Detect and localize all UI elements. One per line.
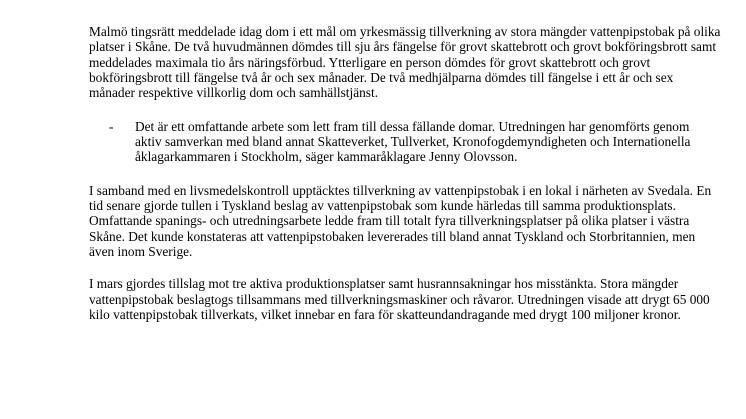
paragraph-investigation: I samband med en livsmedelskontroll upptäcktes tillverkning av vattenpipstobak i en lokal i närheten av Svedala. En tid senare gjorde tullen i Tyskland beslag av vattenpipstobak som kunde härledas till samma produktionsplats. Omfattande spanings- och utredningsarbete ledde fram till totalt fyra tillverkningsplatser på olika platser i västra Skåne. Det kunde konstateras att vattenpipstobaken levererades till bland annat Tyskland och Storbritannien, men även inom Sverige. [89, 182, 712, 260]
paragraph-raid: I mars gjordes tillslag mot tre aktiva produktionsplatser samt husrannsakningar hos misstänkta. Stora mängder vattenpipstobak beslagtogs tillsammans med tillverkningsmaskiner och råvaror. Utredningen visade att drygt 65 000 kilo vattenpipstobak tillverkats, vilket innebar en fara för skatteundandragande med drygt 100 miljoner kronor. [89, 276, 710, 323]
bullet-quote-text: Det är ett omfattande arbete som lett fram till dessa fällande domar. Utredningen har genomförts genom aktiv samverkan med bland annat Skatteverket, Tullverket, Kronofogdemyndigheten och Internationella åklagarkammaren i Stockholm, säger kammaråklagare Jenny Olovsson. [135, 118, 691, 165]
paragraph-verdict: Malmö tingsrätt meddelade idag dom i ett mål om yrkesmässig tillverkning av stora mängder vattenpipstobak på olika platser i Skåne. De två huvudmännen dömdes till sju års fängelse för grovt skattebrott och grovt bokföringsbrott samt meddelades maximala tio års näringsförbud. Ytterligare en person dömdes för grovt skattebrott och grovt bokföringsbrott till fängelse två år och sex månader. De två medhjälparna dömdes till fängelse i ett år och sex månader respektive villkorlig dom och samhällstjänst. [89, 24, 721, 101]
document-body [89, 24, 721, 323]
bullet-marker: - [109, 118, 114, 134]
bullet-quote [109, 119, 721, 165]
